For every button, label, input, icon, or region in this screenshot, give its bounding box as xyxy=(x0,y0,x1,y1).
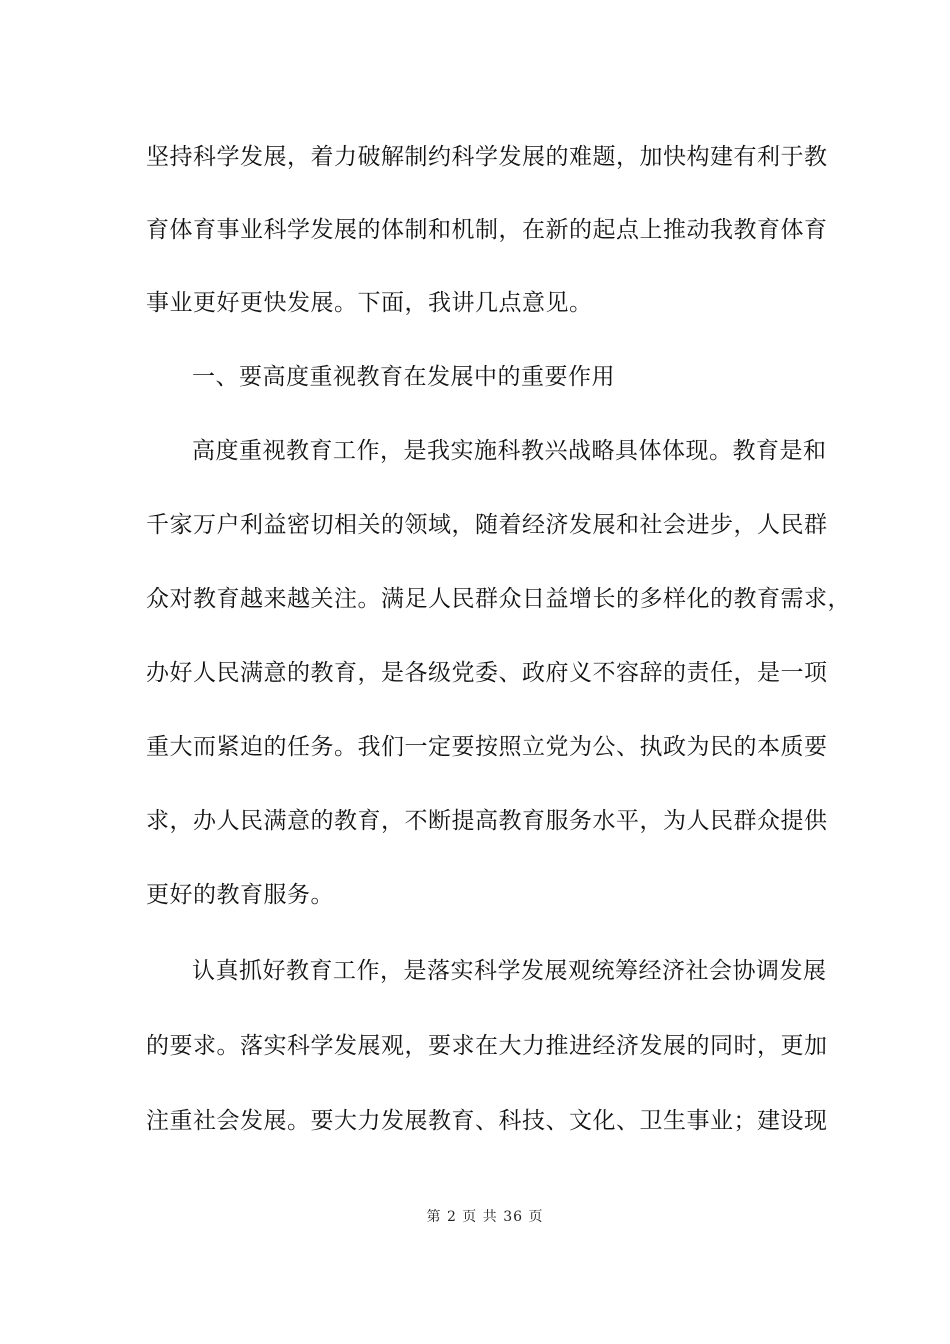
body-text-line: 的要求。落实科学发展观，要求在大力推进经济发展的同时，更加 xyxy=(146,1033,828,1059)
body-text-line: 更好的教育服务。 xyxy=(146,882,334,908)
page-number-footer: 第 2 页 共 36 页 xyxy=(426,1209,544,1225)
body-text-line: 办好人民满意的教育，是各级党委、政府义不容辞的责任，是一项 xyxy=(146,660,828,686)
body-text-line: 注重社会发展。要大力发展教育、科技、文化、卫生事业；建设现 xyxy=(146,1108,828,1134)
body-text-line: 高度重视教育工作，是我实施科教兴战略具体体现。教育是和 xyxy=(192,438,827,464)
body-text-line: 重大而紧迫的任务。我们一定要按照立党为公、执政为民的本质要 xyxy=(146,734,828,760)
body-text-line: 育体育事业科学发展的体制和机制，在新的起点上推动我教育体育 xyxy=(146,217,828,243)
body-text-line: 事业更好更快发展。下面，我讲几点意见。 xyxy=(146,290,593,316)
body-text-line: 求，办人民满意的教育，不断提高教育服务水平，为人民群众提供 xyxy=(146,808,828,834)
section-heading: 一、要高度重视教育在发展中的重要作用 xyxy=(192,364,615,390)
body-text-line: 坚持科学发展，着力破解制约科学发展的难题，加快构建有利于教 xyxy=(146,144,828,170)
body-text-line: 众对教育越来越关注。满足人民群众日益增长的多样化的教育需求， xyxy=(146,586,851,612)
body-text-line: 认真抓好教育工作，是落实科学发展观统筹经济社会协调发展 xyxy=(192,958,827,984)
body-text-line: 千家万户利益密切相关的领域，随着经济发展和社会进步，人民群 xyxy=(146,512,828,538)
